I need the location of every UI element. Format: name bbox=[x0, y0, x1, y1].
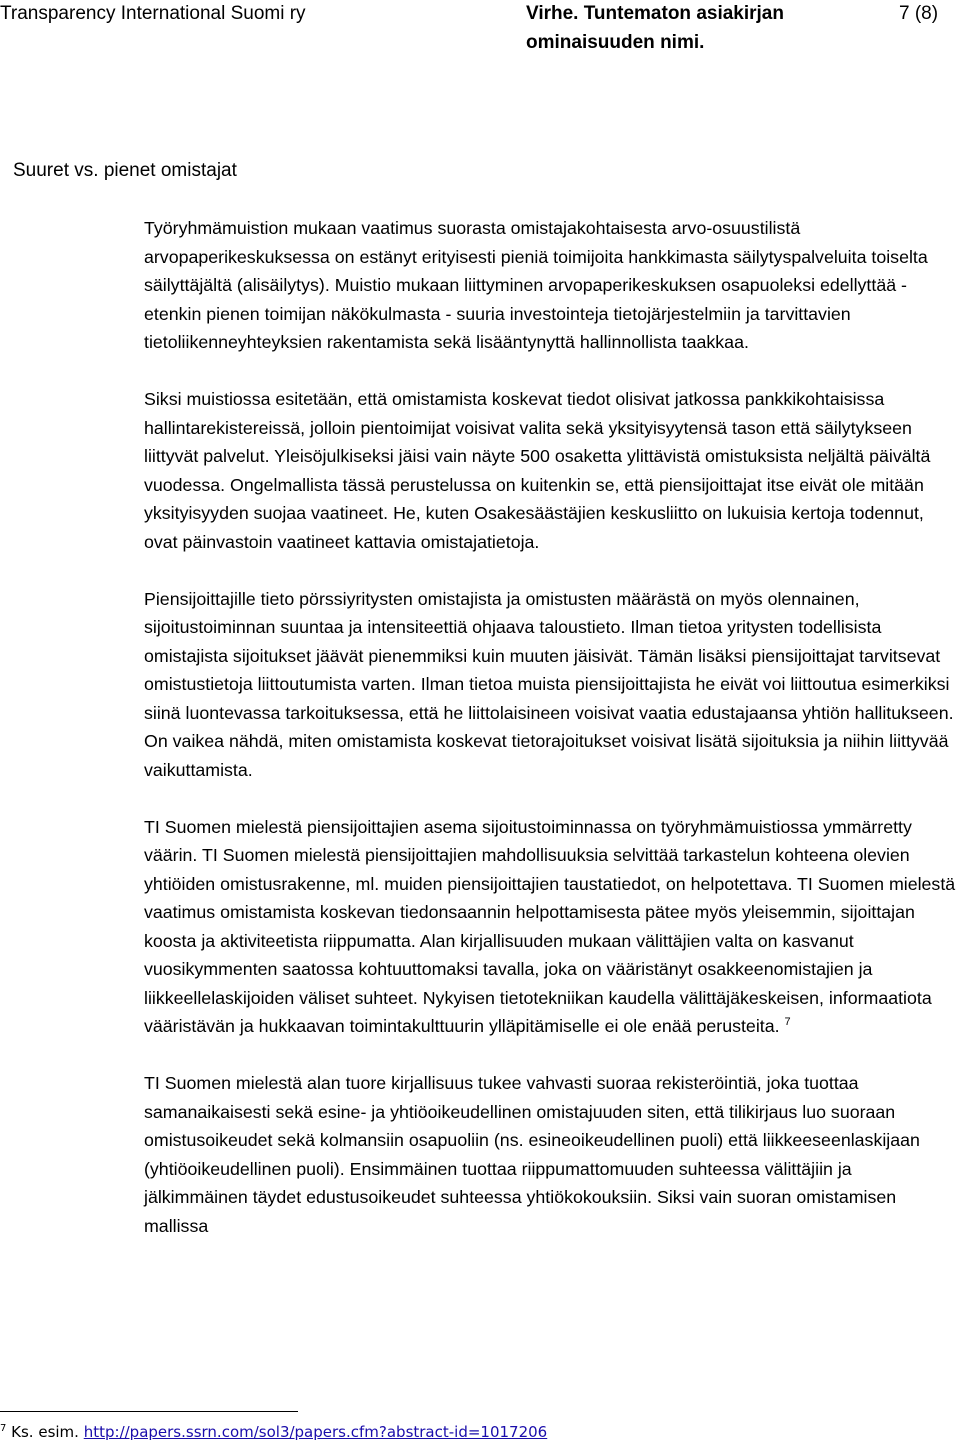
footnote bbox=[0, 1421, 547, 1443]
page-header bbox=[0, 0, 960, 60]
footnote-link[interactable]: http://papers.ssrn.com/sol3/papers.cfm?abstract-id=1017206 bbox=[83, 1423, 548, 1441]
paragraph-1: Työryhmämuistion mukaan vaatimus suorasta omistajakohtaisesta arvo-osuustilistä arvopaperikeskuksessa on estänyt erityisesti pieniä toimijoita hankkimasta säilytyspalveluita toiselta säilyttäjältä (alisäilytys). Muistio mukaan liittyminen arvopaperikeskuksen osapuoleksi edellyttää - etenkin pienen toimijan näkökulmasta - suuria investointeja tietojärjestelmiin ja tarvittavien tietoliikenneyhteyksien rakentamista sekä lisääntynyttä hallinnollista taakkaa. bbox=[144, 218, 928, 352]
footnote-divider bbox=[0, 1411, 298, 1412]
section-title: Suuret vs. pienet omistajat bbox=[13, 160, 237, 181]
paragraph-2: Siksi muistiossa esitetään, että omistamista koskevat tiedot olisivat jatkossa pankkikohtaisissa hallintarekistereissä, jolloin pientoimijat voisivat valita sekä yksityisyytensä tason että säilytykseen liittyvät palvelut. Yleisöjulkiseksi jäisi vain näyte 500 osaketta ylittävistä omistuksista neljältä päivältä vuodessa. Ongelmallista tässä perustelussa on kuitenkin se, että piensijoittajat itse eivät ole mitään yksityisyyden suojaa vaatineet. He, kuten Osakesäästäjien keskusliitto on lukuisia kertoja todennut, ovat päinvastoin vaatineet kattavia omistajatietoja. bbox=[144, 389, 931, 552]
header-error-text: Virhe. Tuntematon asiakirjan ominaisuuden nimi. bbox=[526, 3, 784, 53]
header-organization: Transparency International Suomi ry bbox=[0, 3, 306, 24]
paragraph-4-text: TI Suomen mielestä piensijoittajien asema sijoitustoiminnassa on työryhmämuistiossa ymmärretty väärin. TI Suomen mielestä piensijoittajien mahdollisuuksia selvittää tarkastelun kohteena olevien yhtiöiden omistusrakenne, ml. muiden piensijoittajien taustatiedot, on helpotettava. TI Suomen mielestä vaatimus omistamista koskevan tiedonsaannin helpottamisesta pätee myös yleisemmin, sijoittajan koosta ja aktiviteetista riippumatta. Alan kirjallisuuden mukaan välittäjien valta on kasvanut vuosikymmenten saatossa kohtuuttomaksi tavalla, joka on vääristänyt osakkeenomistajien ja liikkeellelaskijoiden väliset suhteet. Nykyisen tietotekniikan kaudella välittäjäkeskeisen, informaatiota vääristävän ja hukkaavan toimintakulttuurin ylläpitämiselle ei ole enää perusteita. bbox=[144, 816, 956, 1036]
paragraph-3: Piensijoittajille tieto pörssiyritysten omistajista ja omistusten määrästä on myös olennainen, sijoitustoiminnan suuntaa ja intensiteettiä ohjaava taloustieto. Ilman tietoa yritysten todellisista omistajista sijoitukset jäävät pienemmiksi kuin muuten jäisivät. Tämän lisäksi piensijoittajat tarvitsevat omistustietoja liittoutumista varten. Ilman tietoa muista piensijoittajista he eivät voi liittoutua esimerkiksi siinä luontevassa tarkoituksessa, että he liittolaisineen voisivat vaatia edustajaansa yhtiön hallitukseen. On vaikea nähdä, miten omistamista koskevat tietorajoitukset voisivat lisätä sijoituksia ja niihin liittyvää vaikuttamista. bbox=[144, 588, 954, 780]
body-text bbox=[144, 214, 960, 1269]
header-page-number: 7 (8) bbox=[899, 3, 939, 24]
footnote-text: Ks. esim. bbox=[11, 1423, 79, 1441]
footnote-reference: 7 bbox=[784, 1016, 791, 1029]
footnote-number: 7 bbox=[0, 1423, 7, 1434]
paragraph-4 bbox=[144, 813, 960, 1041]
paragraph-5: TI Suomen mielestä alan tuore kirjallisuus tukee vahvasti suoraa rekisteröintiä, joka tuottaa samanaikaisesti sekä esine- ja yhtiöoikeudellinen omistajuuden siten, että tilikirjaus luo suoraan omistusoikeudet sekä kolmansiin osapuoliin (ns. esineoikeudellinen puoli) että liikkeeseenlaskijaan (yhtiöoikeudellinen puoli). Ensimmäinen tuottaa riippumattomuuden suhteessa välittäjiin ja jälkimmäinen täydet edustusoikeudet suhteessa yhtiökokouksiin. Siksi vain suoran omistamisen mallissa bbox=[144, 1073, 920, 1236]
